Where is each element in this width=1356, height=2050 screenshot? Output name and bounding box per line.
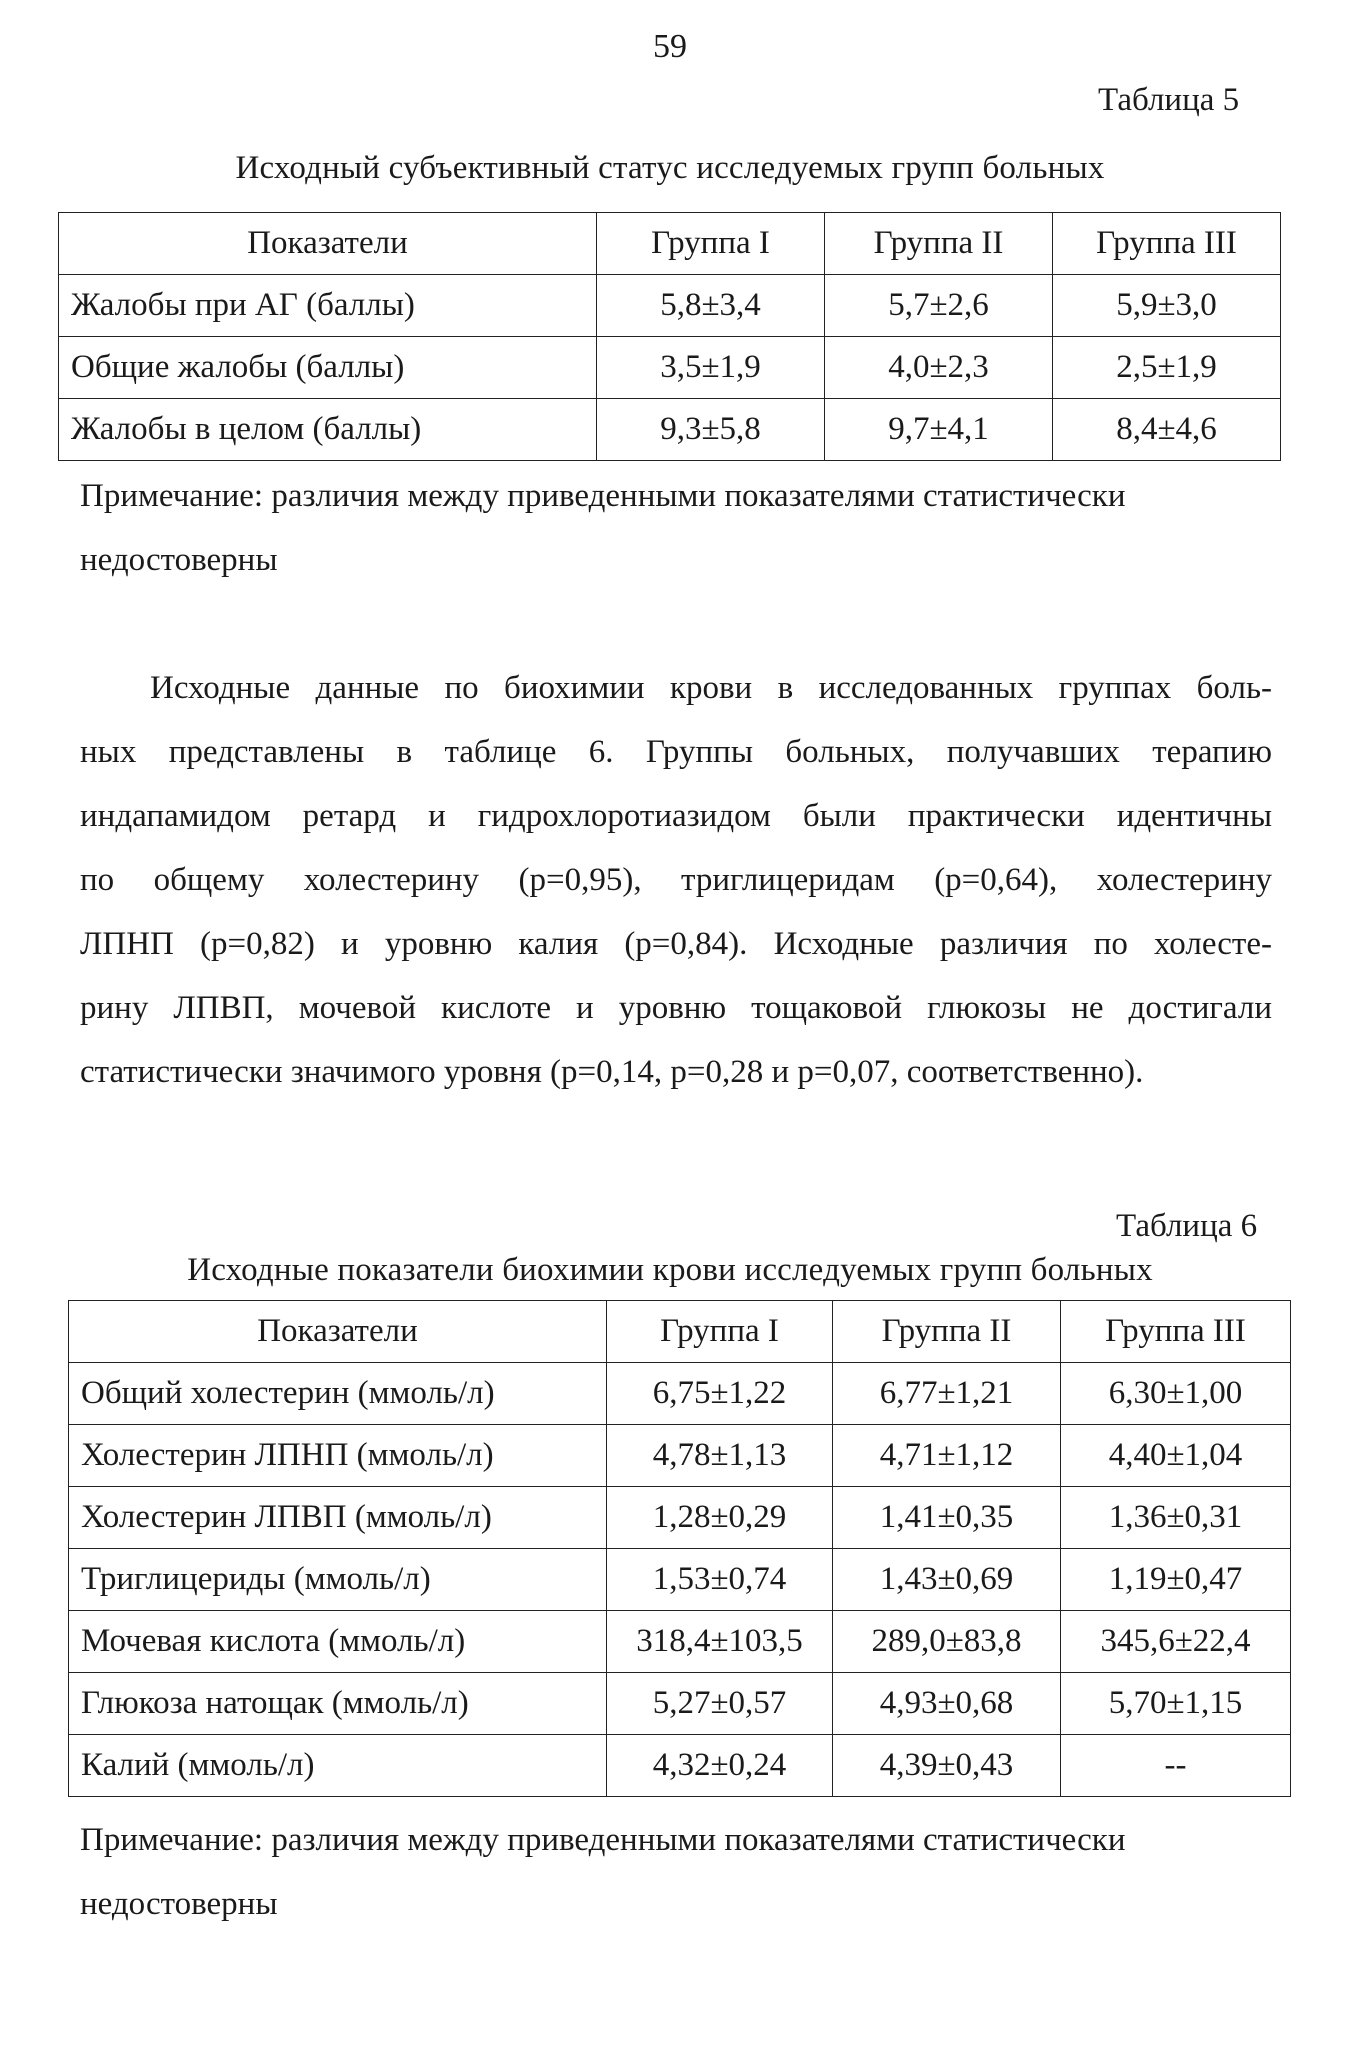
table-row bbox=[59, 337, 1281, 399]
paragraph-line: по общему холестерину (р=0,95), триглицеридам (р=0,64), холестерину bbox=[80, 862, 1272, 898]
value-cell: 1,28±0,29 bbox=[607, 1487, 833, 1549]
value-cell: 4,0±2,3 bbox=[825, 337, 1053, 399]
value-cell: 345,6±22,4 bbox=[1061, 1611, 1291, 1673]
table5-label: Таблица 5 bbox=[1098, 82, 1240, 118]
value-cell: 1,41±0,35 bbox=[833, 1487, 1061, 1549]
table-row bbox=[69, 1549, 1291, 1611]
paragraph-line: Исходные данные по биохимии крови в исследованных группах боль- bbox=[150, 670, 1272, 706]
table5-header-cell: Группа I bbox=[597, 213, 825, 275]
table6-note-line: недостоверны bbox=[80, 1886, 278, 1922]
table6-note bbox=[80, 1808, 1126, 1936]
table6 bbox=[68, 1300, 1291, 1797]
value-cell: -- bbox=[1061, 1735, 1291, 1797]
paragraph-line: ЛПНП (р=0,82) и уровню калия (р=0,84). Исходные различия по холесте- bbox=[80, 926, 1272, 962]
row-label-cell: Глюкоза натощак (ммоль/л) bbox=[69, 1673, 607, 1735]
paragraph-line: статистически значимого уровня (р=0,14, р=0,28 и р=0,07, соответственно). bbox=[80, 1054, 1144, 1090]
row-label-cell: Жалобы при АГ (баллы) bbox=[59, 275, 597, 337]
paragraph-line: рину ЛПВП, мочевой кислоте и уровню тощаковой глюкозы не достигали bbox=[80, 990, 1272, 1026]
row-label-cell: Триглицериды (ммоль/л) bbox=[69, 1549, 607, 1611]
page-number: 59 bbox=[653, 28, 687, 65]
table-row bbox=[69, 1425, 1291, 1487]
table-row bbox=[69, 1363, 1291, 1425]
row-label-cell: Калий (ммоль/л) bbox=[69, 1735, 607, 1797]
value-cell: 5,8±3,4 bbox=[597, 275, 825, 337]
row-label-cell: Общие жалобы (баллы) bbox=[59, 337, 597, 399]
value-cell: 4,78±1,13 bbox=[607, 1425, 833, 1487]
table5-header-cell: Группа III bbox=[1053, 213, 1281, 275]
table5-note bbox=[80, 464, 1126, 592]
value-cell: 1,19±0,47 bbox=[1061, 1549, 1291, 1611]
value-cell: 5,7±2,6 bbox=[825, 275, 1053, 337]
table6-header-cell: Показатели bbox=[69, 1301, 607, 1363]
table-row bbox=[69, 1487, 1291, 1549]
row-label-cell: Холестерин ЛПНП (ммоль/л) bbox=[69, 1425, 607, 1487]
table6-label: Таблица 6 bbox=[1116, 1208, 1258, 1244]
row-label-cell: Холестерин ЛПВП (ммоль/л) bbox=[69, 1487, 607, 1549]
table5-note-line: недостоверны bbox=[80, 542, 278, 578]
value-cell: 1,36±0,31 bbox=[1061, 1487, 1291, 1549]
body-paragraph bbox=[80, 656, 1272, 1104]
paragraph-line: индапамидом ретард и гидрохлоротиазидом были практически идентичны bbox=[80, 798, 1272, 834]
table5-header-row bbox=[59, 213, 1281, 275]
value-cell: 6,30±1,00 bbox=[1061, 1363, 1291, 1425]
value-cell: 2,5±1,9 bbox=[1053, 337, 1281, 399]
value-cell: 8,4±4,6 bbox=[1053, 399, 1281, 461]
table5 bbox=[58, 212, 1281, 461]
row-label-cell: Мочевая кислота (ммоль/л) bbox=[69, 1611, 607, 1673]
table6-note-line: Примечание: различия между приведенными показателями статистически bbox=[80, 1822, 1126, 1858]
value-cell: 3,5±1,9 bbox=[597, 337, 825, 399]
value-cell: 289,0±83,8 bbox=[833, 1611, 1061, 1673]
table6-header-cell: Группа I bbox=[607, 1301, 833, 1363]
table6-header-cell: Группа III bbox=[1061, 1301, 1291, 1363]
table6-header-cell: Группа II bbox=[833, 1301, 1061, 1363]
value-cell: 4,32±0,24 bbox=[607, 1735, 833, 1797]
value-cell: 4,93±0,68 bbox=[833, 1673, 1061, 1735]
value-cell: 1,43±0,69 bbox=[833, 1549, 1061, 1611]
value-cell: 318,4±103,5 bbox=[607, 1611, 833, 1673]
value-cell: 6,77±1,21 bbox=[833, 1363, 1061, 1425]
value-cell: 1,53±0,74 bbox=[607, 1549, 833, 1611]
paragraph-line: ных представлены в таблице 6. Группы больных, получавших терапию bbox=[80, 734, 1272, 770]
table-row bbox=[69, 1673, 1291, 1735]
table-row bbox=[69, 1735, 1291, 1797]
table-row bbox=[59, 275, 1281, 337]
table6-title: Исходные показатели биохимии крови исследуемых групп больных bbox=[187, 1252, 1153, 1288]
table-row bbox=[69, 1611, 1291, 1673]
value-cell: 9,3±5,8 bbox=[597, 399, 825, 461]
table5-header-cell: Показатели bbox=[59, 213, 597, 275]
value-cell: 5,70±1,15 bbox=[1061, 1673, 1291, 1735]
value-cell: 4,71±1,12 bbox=[833, 1425, 1061, 1487]
row-label-cell: Жалобы в целом (баллы) bbox=[59, 399, 597, 461]
value-cell: 6,75±1,22 bbox=[607, 1363, 833, 1425]
value-cell: 9,7±4,1 bbox=[825, 399, 1053, 461]
row-label-cell: Общий холестерин (ммоль/л) bbox=[69, 1363, 607, 1425]
value-cell: 4,39±0,43 bbox=[833, 1735, 1061, 1797]
value-cell: 4,40±1,04 bbox=[1061, 1425, 1291, 1487]
table6-header-row bbox=[69, 1301, 1291, 1363]
value-cell: 5,27±0,57 bbox=[607, 1673, 833, 1735]
table5-note-line: Примечание: различия между приведенными показателями статистически bbox=[80, 478, 1126, 514]
value-cell: 5,9±3,0 bbox=[1053, 275, 1281, 337]
table-row bbox=[59, 399, 1281, 461]
table5-title: Исходный субъективный статус исследуемых групп больных bbox=[235, 150, 1105, 186]
table5-header-cell: Группа II bbox=[825, 213, 1053, 275]
